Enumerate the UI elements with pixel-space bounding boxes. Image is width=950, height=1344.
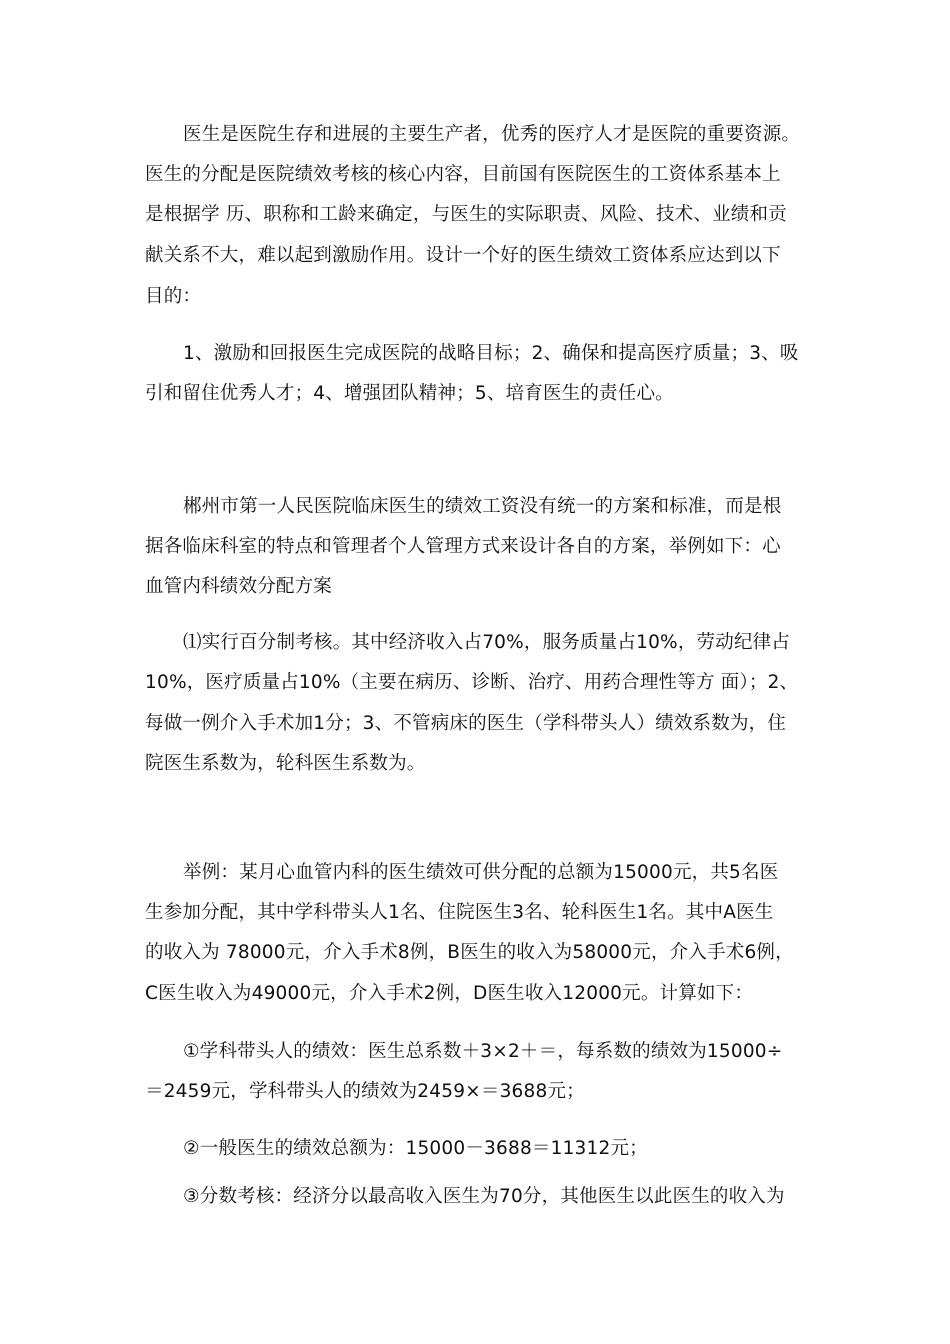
paragraph-4-line-1: ⑴实行百分制考核。其中经济收入占70%，服务质量占10%，劳动纪律占: [183, 632, 791, 653]
paragraph-5-line-3: 的收入为 78000元，介入手术8例，B医生的收入为58000元，介入手术6例，: [145, 942, 794, 963]
paragraph-6-line-1: ①学科带头人的绩效：医生总系数＋3×2＋＝，每系数的绩效为15000÷: [183, 1041, 783, 1062]
paragraph-7-line-1: ②一般医生的绩效总额为：15000－3688＝11312元；: [183, 1138, 648, 1159]
paragraph-3-line-1: 郴州市第一人民医院临床医生的绩效工资没有统一的方案和标准，而是根: [183, 496, 782, 517]
paragraph-6-line-2: ＝2459元，学科带头人的绩效为2459×＝3688元；: [145, 1081, 585, 1102]
paragraph-2-line-2: 引和留住优秀人才；4、增强团队精神；5、培育医生的责任心。: [145, 383, 674, 404]
paragraph-1-line-1: 医生是医院生存和进展的主要生产者，优秀的医疗人才是医院的重要资源。: [183, 124, 801, 145]
paragraph-4-line-2: 10%，医疗质量占10%（主要在病历、诊断、治疗、用药合理性等方 面）；2、: [145, 672, 799, 693]
paragraph-8-line-1: ③分数考核：经济分以最高收入医生为70分，其他医生以此医生的收入为: [183, 1186, 785, 1207]
paragraph-1-line-4: 献关系不大，难以起到激励作用。设计一个好的医生绩效工资体系应达到以下: [145, 245, 781, 266]
paragraph-4-line-4: 院医生系数为，轮科医生系数为。: [145, 753, 426, 774]
paragraph-1-line-3: 是根据学 历、职称和工龄来确定，与医生的实际职责、风险、技术、业绩和贡: [145, 204, 787, 225]
paragraph-5-line-1: 举例：某月心血管内科的医生绩效可供分配的总额为15000元，共5名医: [183, 862, 779, 883]
paragraph-4-line-3: 每做一例介入手术加1分；3、不管病床的医生（学科带头人）绩效系数为，住: [145, 713, 787, 734]
paragraph-3-line-3: 血管内科绩效分配方案: [145, 576, 333, 597]
paragraph-5-line-4: C医生收入为49000元，介入手术2例，D医生收入12000元。计算如下：: [145, 983, 754, 1004]
paragraph-5-line-2: 生参加分配，其中学科带头人1名、住院医生3名、轮科医生1名。其中A医生: [145, 902, 774, 923]
paragraph-1-line-2: 医生的分配是医院绩效考核的核心内容，目前国有医院医生的工资体系基本上: [145, 164, 781, 185]
paragraph-2-line-1: 1、激励和回报医生完成医院的战略目标；2、确保和提高医疗质量；3、吸: [183, 343, 799, 364]
paragraph-1-line-5: 目的：: [145, 286, 202, 307]
paragraph-3-line-2: 据各临床科室的特点和管理者个人管理方式来设计各自的方案，举例如下：心: [145, 536, 781, 557]
